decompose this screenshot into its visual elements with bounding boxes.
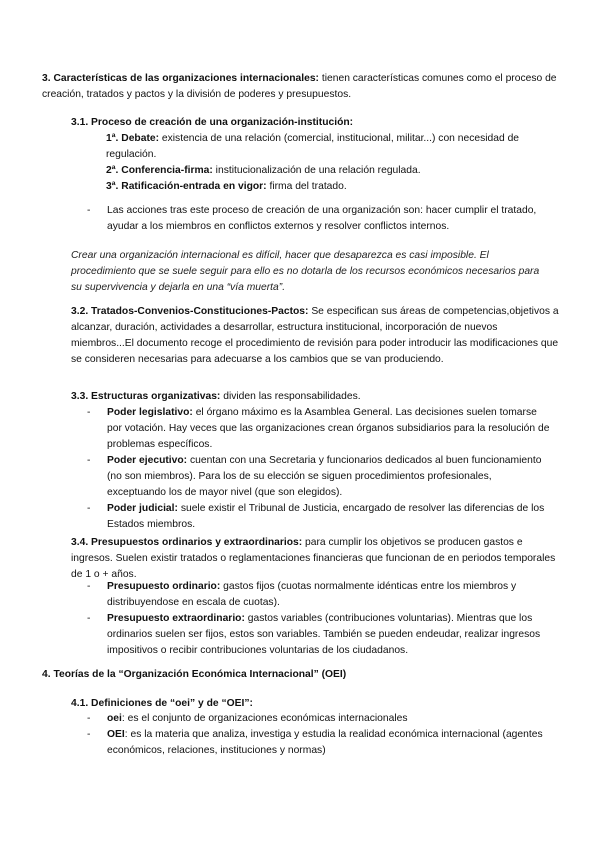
creation-actions-list <box>87 203 547 235</box>
organizational-structures-list <box>87 405 552 533</box>
section-4-1-heading: 4.1. Definiciones de “oei” y de “OEI”: <box>71 698 253 709</box>
item-label: Presupuesto ordinario: <box>107 581 221 592</box>
item-label: Presupuesto extraordinario: <box>107 613 245 624</box>
dash-bullet: - <box>87 613 91 624</box>
list-item <box>87 405 552 453</box>
list-item-text: Las acciones tras este proceso de creación de una organización son: hacer cumplir el tratado, ayudar a los miembros en conflictos externos y resolver conflictos internos. <box>107 205 537 232</box>
section-3-4-paragraph <box>71 535 561 583</box>
item-text: gastos fijos (cuotas normalmente idénticas entre los miembros y distribuyendose en escala de cuotas). <box>107 581 517 608</box>
dash-bullet: - <box>87 205 91 216</box>
section-3-text: tienen características comunes como el proceso de creación, tratados y pactos y la división de poderes y presupuestos. <box>42 73 557 100</box>
step-label: 1ª. Debate: <box>106 133 160 144</box>
item-label: Poder legislativo: <box>107 407 193 418</box>
section-3-4-text: para cumplir los objetivos se producen gastos e ingresos. Suelen existir tratados o reglamentaciones financieras que funcionan de en periodos temporales de 1 o + años. <box>71 537 556 580</box>
dash-bullet: - <box>87 729 91 740</box>
step-text: existencia de una relación (comercial, institucional, militar...) con necesidad de regulación. <box>106 133 520 160</box>
item-label: Poder ejecutivo: <box>107 455 188 466</box>
item-text: : es el conjunto de organizaciones económicas internacionales <box>121 713 408 724</box>
list-item <box>87 203 547 235</box>
list-item <box>87 453 552 501</box>
item-text: gastos variables (contribuciones voluntarias). Mientras que los ordinarios suelen ser fijos, estos son variables. También se pueden endeudar, realizar ingresos impositivos o recibir contribuciones voluntarias de los ciudadanos. <box>107 613 541 656</box>
dash-bullet: - <box>87 503 91 514</box>
list-item <box>87 611 557 659</box>
item-label: oei <box>107 713 122 724</box>
step-text: firma del tratado. <box>266 181 347 192</box>
item-text: : es la materia que analiza, investiga y estudia la realidad económica internacional (agentes económicos, relaciones, instituciones y normas) <box>107 729 543 756</box>
step-label: 3ª. Ratificación-entrada en vigor: <box>106 181 267 192</box>
step-conferencia <box>106 163 561 179</box>
item-text: suele existir el Tribunal de Justicia, encargado de resolver las diferencias de los Estados miembros. <box>107 503 545 530</box>
step-ratificacion <box>106 179 561 195</box>
dash-bullet: - <box>87 581 91 592</box>
step-label: 2ª. Conferencia-firma: <box>106 165 213 176</box>
step-text: institucionalización de una relación regulada. <box>212 165 421 176</box>
item-label: Poder judicial: <box>107 503 178 514</box>
section-3-4-heading: 3.4. Presupuestos ordinarios y extraordinarios: <box>71 537 303 548</box>
section-3-heading: 3. Características de las organizaciones internacionales: <box>42 73 319 84</box>
item-label: OEI <box>107 729 125 740</box>
list-item <box>87 711 552 727</box>
creation-steps-list <box>106 131 561 195</box>
budgets-list <box>87 579 557 659</box>
list-item <box>87 501 552 533</box>
section-3-2-paragraph <box>71 304 561 368</box>
section-3-3-text: dividen las responsabilidades. <box>220 391 361 402</box>
dash-bullet: - <box>87 455 91 466</box>
section-3-1-note: Crear una organización internacional es difícil, hacer que desaparezca es casi imposible. El procedimiento que se suele seguir para ello es no dotarla de los recursos económicos necesarios para su supervivencia y dejarla en una “vía muerta”. <box>71 250 540 293</box>
dash-bullet: - <box>87 713 91 724</box>
section-3-3-heading: 3.3. Estructuras organizativas: <box>71 391 221 402</box>
list-item <box>87 579 557 611</box>
section-3-2-text: Se especifican sus áreas de competencias,objetivos a alcanzar, duración, actividades a desarrollar, estructura institucional, incorporación de nuevos miembros...El documento recoge el procedimiento de revisión para poder introducir las modificaciones que se consideren necesarias para adecuarse a los cambios que se van produciendo. <box>71 306 559 365</box>
section-3-2-heading: 3.2. Tratados-Convenios-Constituciones-Pactos: <box>71 306 309 317</box>
step-debate <box>106 131 561 163</box>
dash-bullet: - <box>87 407 91 418</box>
definitions-list <box>87 711 552 759</box>
section-3-3-paragraph <box>71 389 551 405</box>
section-3-1-heading: 3.1. Proceso de creación de una organización-institución: <box>71 117 354 128</box>
section-3-paragraph <box>42 71 557 103</box>
section-4-heading: 4. Teorías de la “Organización Económica Internacional” (OEI) <box>42 669 347 680</box>
item-text: cuentan con una Secretaria y funcionarios dedicados al buen funcionamiento (no son miembros). Para los de su elección se siguen procedimientos profesionales, exceptuando los de mayor nivel (que son elegidos). <box>107 455 542 498</box>
list-item <box>87 727 552 759</box>
item-text: el órgano máximo es la Asamblea General. Las decisiones suelen tomarse por votación. Hay veces que las organizaciones crean órganos subsidiarios para la resolución de problemas específicos. <box>107 407 550 450</box>
